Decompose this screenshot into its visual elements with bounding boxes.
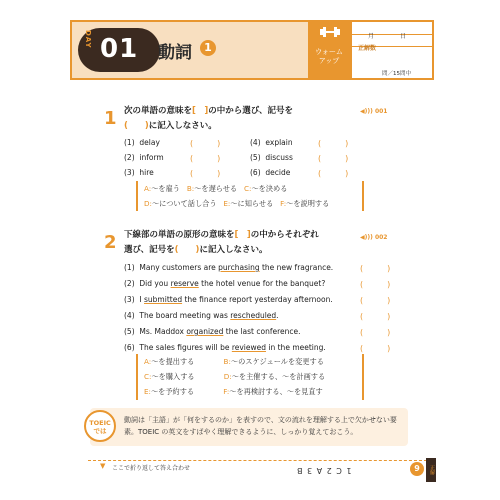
fold-arrow-icon: ▼ [100, 462, 106, 470]
day-label-text: 日 [400, 33, 407, 40]
answer-blank[interactable]: ( ) [360, 328, 391, 337]
list-item: (3) I submitted the finance report yesterday afternoon. [124, 295, 333, 304]
answer-blank[interactable]: ( ) [360, 344, 391, 353]
choices-row: C:〜を購入する D:〜を主催する、〜を計画する [144, 372, 326, 381]
list-item: (1) delay [124, 138, 160, 147]
answer-blank[interactable]: ( ) [190, 139, 221, 148]
month-label: 月 [368, 33, 375, 40]
dumbbell-icon [320, 26, 340, 38]
list-item: (2) Did you reserve the hotel venue for the banquet? [124, 279, 326, 288]
answer-blank[interactable]: ( ) [318, 139, 349, 148]
fold-instruction: ここで折り返して答え合わせ [112, 465, 191, 472]
list-item: (1) Many customers are purchasing the new fragrance. [124, 263, 334, 272]
answer-blank[interactable]: ( ) [360, 296, 391, 305]
answer-blank[interactable]: ( ) [360, 264, 391, 273]
question-1-instruction: 次の単語の意味を[ ]の中から選び、記号を ( )に記入しなさい。 [124, 106, 293, 131]
total-count-label: 問／15問中 [382, 71, 411, 77]
instruction-text: 次の単語の意味を [124, 106, 193, 116]
day-label: DAY [84, 30, 92, 49]
answer-blank[interactable]: ( ) [360, 280, 391, 289]
choices-row: E:〜を予約する F:〜を再検討する、〜を見直す [144, 387, 323, 396]
question-number-1: 1 [104, 108, 117, 129]
choices-row: A:〜を提出する B:〜のスケジュールを変更する [144, 357, 324, 366]
choices-row: D:〜について話し合う E:〜に知らせる F:〜を説明する [144, 199, 330, 208]
answer-key: 1 C 2 A 3 B [296, 466, 352, 475]
speaker-icon: ◀))) [360, 234, 373, 241]
audio-track-2[interactable]: ◀))) 002 [360, 234, 388, 241]
list-item: (2) inform [124, 153, 164, 162]
list-item: (6) decide [250, 168, 291, 177]
instruction-text: の中から選び、記号を [208, 106, 293, 116]
day-number: 01 [100, 34, 139, 64]
warmup-badge [308, 20, 350, 80]
pin-icon: 9 [410, 462, 424, 476]
choices-box-1 [136, 181, 364, 211]
answer-blank[interactable]: ( ) [190, 169, 221, 178]
choices-box-2 [136, 354, 364, 400]
answer-blank[interactable]: ( ) [318, 154, 349, 163]
title-number-badge: 1 [200, 40, 216, 56]
warmup-label: ウォーム アップ [315, 48, 343, 65]
audio-track-1[interactable]: ◀))) 001 [360, 108, 388, 115]
instruction-text: に記入しなさい。 [148, 121, 217, 131]
page-title: 動詞 [158, 43, 192, 63]
fold-line [88, 460, 432, 461]
answer-blank[interactable]: ( ) [190, 154, 221, 163]
list-item: (5) Ms. Maddox organized the last conference. [124, 327, 301, 336]
list-item: (3) hire [124, 168, 154, 177]
list-item: (6) The sales figures will be reviewed in the meeting. [124, 343, 326, 352]
toeic-note-text: 動詞は「主語」が「何をするのか」を表すので、文の流れを理解する上で欠かせない要素。TOEIC の英文をすばやく理解できるように、しっかり覚えておこう。 [124, 416, 397, 436]
correct-count-label: 正解数 [358, 45, 377, 52]
question-number-2: 2 [104, 232, 117, 253]
answer-blank[interactable]: ( ) [360, 312, 391, 321]
answer-tab: 正解 [426, 458, 436, 482]
list-item: (5) discuss [250, 153, 293, 162]
day-badge [78, 28, 160, 72]
list-item: (4) explain [250, 138, 293, 147]
choices-row: A:〜を雇う B:〜を遅らせる C:〜を決める [144, 184, 288, 193]
answer-blank[interactable]: ( ) [318, 169, 349, 178]
speaker-icon: ◀))) [360, 108, 373, 115]
list-item: (4) The board meeting was rescheduled. [124, 311, 279, 320]
toeic-badge: TOEIC では [84, 410, 116, 442]
question-2-instruction: 下線部の単語の原形の意味を[ ]の中からそれぞれ 選び、記号を( )に記入しなさい。 [124, 230, 319, 255]
